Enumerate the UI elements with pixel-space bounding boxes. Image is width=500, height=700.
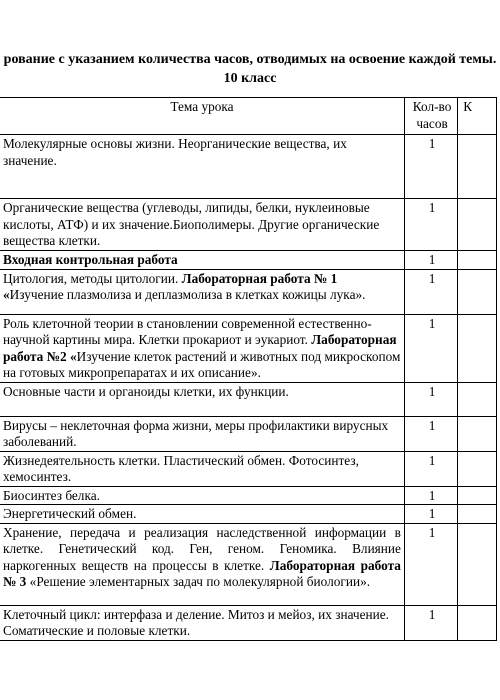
table-row [0, 416, 497, 451]
lesson-plan-table [0, 97, 497, 641]
table-row [0, 523, 497, 605]
lesson-topic [0, 416, 404, 451]
topic-text: Клеточный цикл: интерфаза и деление. Митоз и мейоз, их значение. Соматические и половые клетки. [3, 606, 389, 638]
topic-bold-text: Лабораторная работа №2 « [3, 332, 397, 364]
heading-line-2: 10 класс [223, 71, 277, 86]
lesson-hours: 1 [404, 251, 457, 270]
lesson-topic [0, 486, 404, 505]
topic-bold-text: Лабораторная работа № 1 « [3, 270, 338, 302]
lesson-hours: 1 [404, 523, 457, 605]
lesson-topic [0, 251, 404, 270]
lesson-extra-cell [458, 416, 497, 451]
topic-text: Органические вещества (углеводы, липиды, белки, нуклеиновые кислоты, АТФ) и их значение.Биополимеры. Другие органические вещества клетки. [3, 200, 380, 248]
topic-text: Изучение плазмолиза и деплазмолиза в клетках кожицы лука». [9, 287, 366, 302]
topic-text: Роль клеточной теории в становлении современной естественно-научной картины мира. Клетки прокариот и эукариот. [3, 315, 372, 347]
table-row [0, 199, 497, 251]
header-extra: К [458, 98, 497, 135]
lesson-extra-cell [458, 451, 497, 486]
lesson-hours: 1 [404, 314, 457, 382]
topic-text: Основные части и органоиды клетки, их функции. [3, 383, 289, 399]
lesson-hours: 1 [404, 416, 457, 451]
table-row [0, 451, 497, 486]
table-row [0, 605, 497, 640]
lesson-hours: 1 [404, 505, 457, 524]
lesson-hours: 1 [404, 486, 457, 505]
lesson-extra-cell [458, 251, 497, 270]
lesson-extra-cell [458, 486, 497, 505]
lesson-topic [0, 314, 404, 382]
lesson-hours: 1 [404, 382, 457, 416]
topic-text: Цитология, методы цитологии. [3, 270, 182, 286]
table-row [0, 382, 497, 416]
topic-text: Биосинтез белка. [3, 487, 100, 503]
topic-text: Изучение клеток растений и животных под микроскопом на готовых микропрепаратах и их описание». [3, 348, 401, 380]
table-row [0, 269, 497, 314]
topic-text: Вирусы – неклеточная форма жизни, меры профилактики вирусных заболеваний. [3, 417, 389, 449]
topic-text: Жизнедеятельность клетки. Пластический обмен. Фотосинтез, хемосинтез. [3, 452, 359, 484]
lesson-topic [0, 269, 404, 314]
lesson-extra-cell [458, 199, 497, 251]
table-body [0, 135, 497, 641]
lesson-extra-cell [458, 269, 497, 314]
table-row [0, 486, 497, 505]
header-hours [404, 98, 457, 135]
lesson-topic [0, 523, 404, 605]
lesson-extra-cell [458, 505, 497, 524]
header-topic: Тема урока [0, 98, 404, 135]
lesson-extra-cell [458, 135, 497, 199]
document-heading [0, 50, 500, 88]
lesson-topic [0, 135, 404, 199]
heading-line-1: рование с указанием количества часов, отводимых на освоение каждой темы. [3, 52, 497, 67]
topic-text: Молекулярные основы жизни. Неорганические вещества, их значение. [3, 136, 347, 168]
topic-text: Энергетический обмен. [3, 506, 137, 521]
lesson-hours: 1 [404, 451, 457, 486]
lesson-hours: 1 [404, 135, 457, 199]
lesson-hours: 1 [404, 605, 457, 640]
lesson-hours: 1 [404, 199, 457, 251]
header-hours-line-2: часов [416, 115, 448, 131]
lesson-topic [0, 382, 404, 416]
lesson-extra-cell [458, 523, 497, 605]
lesson-extra-cell [458, 605, 497, 640]
table-row [0, 251, 497, 270]
lesson-hours: 1 [404, 269, 457, 314]
topic-text: Хранение, передача и реализация наследственной информации в клетке. Генетический код. Ген, геном. Геномика. Влияние наркогенных веществ на процессы в клетке. [3, 524, 401, 573]
lesson-topic [0, 199, 404, 251]
topic-text: «Решение элементарных задач по молекулярной биологии». [26, 574, 371, 589]
topic-bold-text: Лабораторная работа № 3 [3, 557, 401, 589]
lesson-extra-cell [458, 314, 497, 382]
table-row [0, 505, 497, 524]
lesson-topic [0, 605, 404, 640]
table-header-row [0, 98, 497, 135]
lesson-extra-cell [458, 382, 497, 416]
table-row [0, 135, 497, 199]
table-row [0, 314, 497, 382]
header-hours-line-1: Кол-во [412, 99, 452, 114]
lesson-topic [0, 505, 404, 524]
topic-bold-text: Входная контрольная работа [3, 252, 178, 267]
lesson-topic [0, 451, 404, 486]
